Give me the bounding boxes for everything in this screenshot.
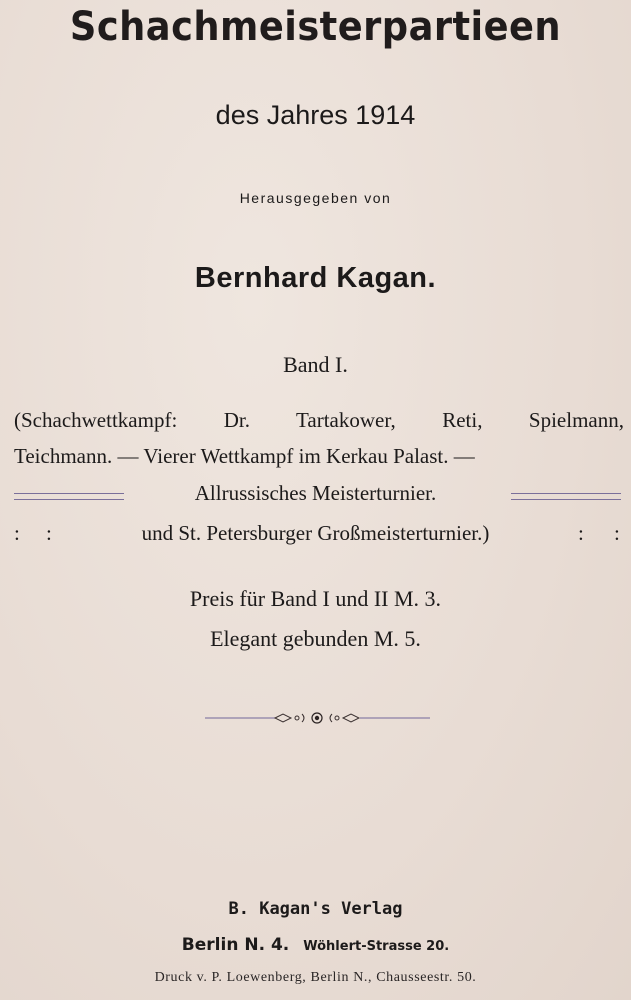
ornament-divider-icon [205, 708, 430, 728]
double-rule-right [511, 493, 621, 500]
book-subtitle: des Jahres 1914 [215, 100, 416, 130]
colon-mark: : [14, 521, 20, 545]
colon-mark: : [46, 521, 52, 545]
price-line-1: Preis für Band I und II M. 3. [189, 586, 442, 611]
publisher-street: Wöhlert-Strasse 20. [303, 939, 450, 954]
description-line-4: und St. Petersburger Großmeisterturnier.) [141, 521, 490, 545]
description-line-3: Allrussisches Meisterturnier. [194, 481, 437, 505]
description-row-3 [0, 481, 631, 509]
edited-by-label: Herausgegeben von [239, 190, 392, 206]
description-row-4 [0, 521, 631, 549]
printer-line: Druck v. P. Loewenberg, Berlin N., Chausseestr. 50. [154, 970, 477, 985]
volume-label: Band I. [283, 352, 348, 377]
book-title: Schachmeisterpartieen [69, 4, 562, 50]
publisher-city: Berlin N. 4. [181, 935, 290, 955]
colon-mark: : [614, 521, 620, 545]
publisher-address [0, 935, 631, 955]
author-name: Bernhard Kagan. [194, 262, 437, 294]
publisher-name: B. Kagan's Verlag [228, 899, 403, 919]
description-line-2: Teichmann. — Vierer Wettkampf im Kerkau Palast. — [14, 444, 475, 468]
colon-mark: : [578, 521, 584, 545]
description-line-1: (Schachwettkampf: Dr. Tartakower, Reti, Spielmann, [14, 408, 624, 432]
price-line-2: Elegant gebunden M. 5. [210, 626, 421, 651]
